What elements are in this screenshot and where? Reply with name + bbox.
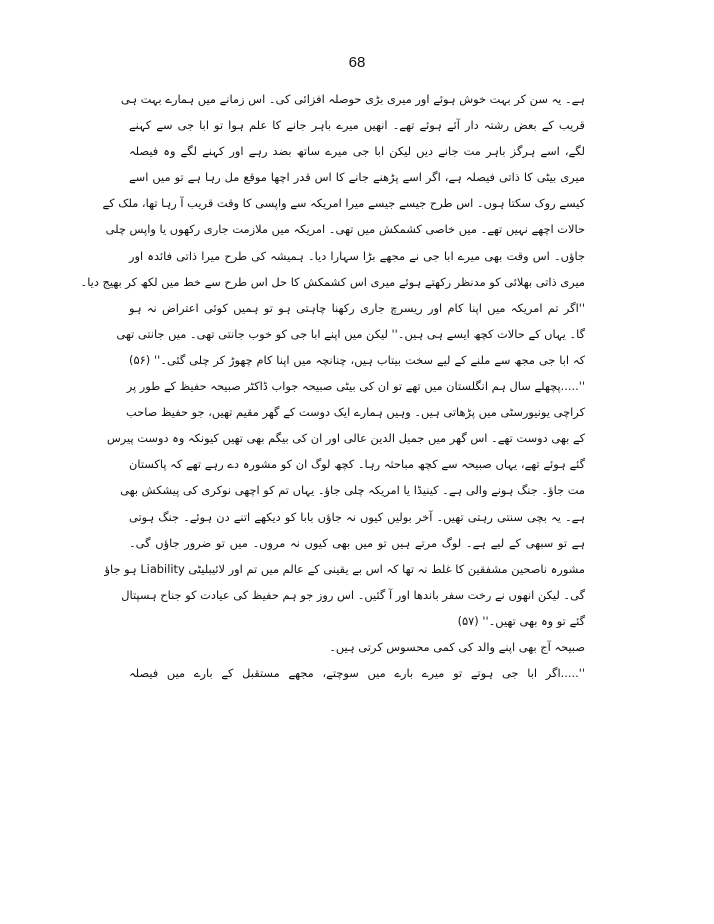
text-line: صبیحہ آج بھی اپنے والد کی کمی محسوس کرتی ہیں۔ (329, 639, 585, 654)
text-line: ہے۔ یہ سن کر بہت خوش ہوئے اور میری بڑی حوصلہ افزائی کی۔ اس زمانے میں ہمارے بہت ہی (120, 92, 585, 106)
text-line: ''اگر تم امریکہ میں اپنا کام اور ریسرچ جاری رکھنا چاہتی ہو تو ہمیں کوئی اعتراض نہ ہو (129, 300, 585, 315)
text-line: میری بیٹی کا ذاتی فیصلہ ہے، اگر اسے پڑھنے جانے کا اس قدر اچھا موقع مل رہا ہے تو میں اسے (129, 170, 585, 185)
text-line: ہے تو سبھی کے لیے ہے۔ لوگ مرتے ہیں تو میں بھی کیوں نہ مروں۔ میں تو ضرور جاؤں گی۔ (129, 535, 585, 550)
text-line: مشورہ ناصحین مشفقین کا غلط نہ تھا کہ اس بے یقینی کے عالم میں تم اور لائیبلیٹی Liability ہو جاؤ (104, 561, 585, 576)
page-number: 68 (348, 54, 366, 71)
text-line: گی۔ لیکن انھوں نے رخت سفر باندھا اور آ گئیں۔ اس روز جو ہم حفیظ کی عیادت کو جناح ہسپتال (121, 587, 585, 602)
text-line: گا۔ یہاں کے حالات کچھ ایسے ہی ہیں۔'' لیکن میں اپنے ابا جی کو خوب جانتی تھی۔ میں جانتی تھی (116, 326, 585, 341)
text-line: گئے ہوئے تھے، یہاں صبیحہ سے کچھ مباحثہ رہا۔ کچھ لوگ ان کو مشورہ دے رہے تھے کہ پاکستان (129, 457, 585, 472)
text-line: جاؤں۔ اس وقت بھی میرے ابا جی نے مجھے بڑا سہارا دیا۔ ہمیشہ کی طرح میرا ذاتی فائدہ اور (129, 248, 585, 263)
text-line: ہے۔ یہ بچی سنتی رہتی تھیں۔ آخر بولیں کیوں نہ جاؤں بابا کو دیکھے اتنے دن ہوئے۔ جنگ ہوتی (129, 509, 585, 524)
text-line: کراچی یونیورسٹی میں پڑھاتی ہیں۔ وہیں ہمارے ایک دوست کے گھر مقیم تھیں، جو حفیظ صاحب (125, 405, 585, 420)
text-line: میری ذاتی بھلائی کو مدنظر رکھتے ہوئے میری اس کشمکش کا حل اس طرح سے خط میں لکھ کر بھیج دیا۔ (80, 274, 585, 289)
text-line: ''.....پچھلے سال ہم انگلستان میں تھے تو ان کی بیٹی صبیحہ جواب ڈاکٹر صبیحہ حفیظ کے طور پر (126, 379, 585, 394)
text-line: کہ ابا جی مجھ سے ملنے کے لیے سخت بیتاب ہیں، چنانچہ میں اپنا کام چھوڑ کر چلی گئی۔'' (۵۶) (129, 352, 585, 367)
text-line: کے بھی دوست تھے۔ اس گھر میں جمیل الدین عالی اور ان کی بیگم بھی تھیں کیونکہ وہ دوست پیرس (106, 431, 585, 446)
text-line: کیسے روک سکتا ہوں۔ اس طرح جیسے جیسے میرا امریکہ سے واپسی کا وقت قریب آ رہا تھا، ملک کے (102, 196, 585, 211)
text-line: حالات اچھے نہیں تھے۔ میں خاصی کشمکش میں تھی۔ امریکہ میں ملازمت جاری رکھوں یا واپس چلی (105, 222, 585, 237)
text-line: قریب کے بعض رشتہ دار آئے ہوئے تھے۔ انھیں میرے باہر جانے کا علم ہوا تو ابا جی سے کہنے (129, 118, 585, 133)
text-line: ''.....اگر ابا جی ہوتے تو میرے بارے میں سوچتے، مجھے مستقبل کے بارے میں فیصلہ (129, 666, 585, 681)
body-text (80, 86, 585, 686)
text-line: لگے، اسے ہرگز باہر مت جانے دیں لیکن ابا جی میرے ساتھ بضد رہے اور کہنے لگے وہ فیصلہ (129, 144, 585, 159)
text-line: گئے تو وہ بھی تھیں۔'' (۵۷) (457, 613, 585, 628)
text-line: مت جاؤ۔ جنگ ہونے والی ہے۔ کینیڈا یا امریکہ چلی جاؤ۔ یہاں تم کو اچھی نوکری کی پیشکش بھی (120, 483, 585, 498)
